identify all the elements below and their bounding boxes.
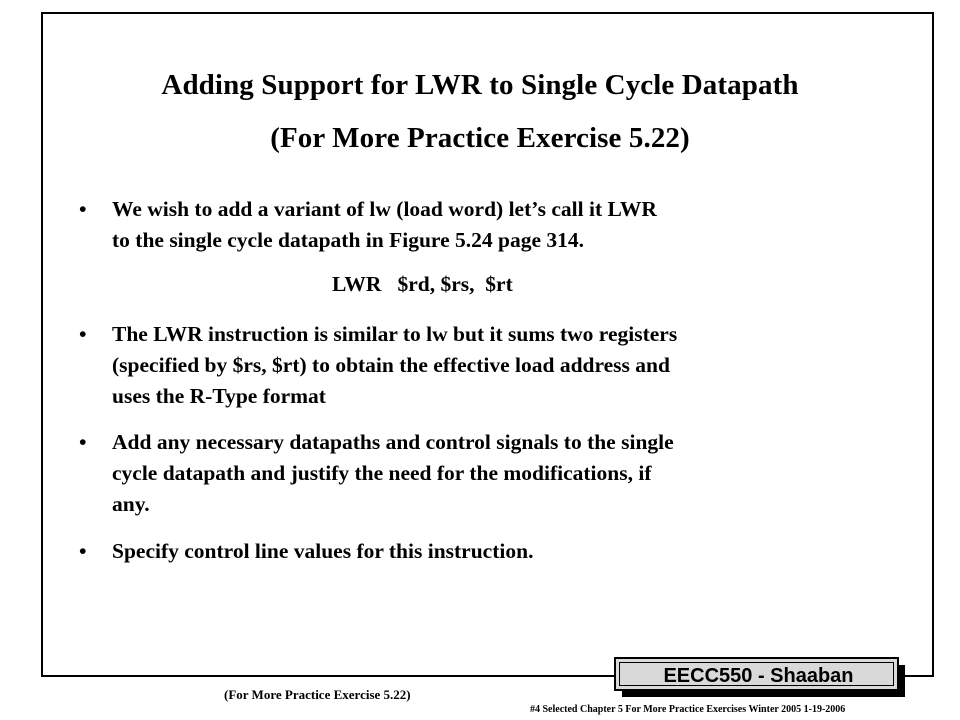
- bullet-text: [112, 319, 902, 412]
- bullet-line: Add any necessary datapaths and control signals to the single: [112, 430, 674, 454]
- bullet-text: [112, 194, 902, 256]
- bullet-text: [112, 536, 902, 567]
- bullet-dot-icon: •: [79, 539, 87, 563]
- bullet-line: any.: [112, 492, 150, 516]
- bullet-line: The LWR instruction is similar to lw but it sums two registers: [112, 322, 678, 346]
- bullet-line: cycle datapath and justify the need for the modifications, if: [112, 461, 652, 485]
- bullet-dot-icon: •: [79, 322, 87, 346]
- slide-title: Adding Support for LWR to Single Cycle Datapath: [161, 69, 799, 101]
- bullet-line: Specify control line values for this instruction.: [112, 539, 534, 563]
- instruction-format: LWR $rd, $rs, $rt: [332, 272, 513, 296]
- bullet-text: [112, 427, 902, 520]
- bullet-line: uses the R-Type format: [112, 384, 326, 408]
- badge-label: EECC550 - Shaaban: [663, 665, 854, 687]
- footer-course-info: #4 Selected Chapter 5 For More Practice Exercises Winter 2005 1-19-2006: [530, 704, 846, 715]
- bullet-line: (specified by $rs, $rt) to obtain the effective load address and: [112, 353, 670, 377]
- bullet-line: We wish to add a variant of lw (load word) let’s call it LWR: [112, 197, 657, 221]
- bullet-dot-icon: •: [79, 197, 87, 221]
- bullet-dot-icon: •: [79, 430, 87, 454]
- badge-box: [614, 657, 899, 691]
- footer-exercise-note: (For More Practice Exercise 5.22): [224, 687, 411, 702]
- slide-subtitle: (For More Practice Exercise 5.22): [270, 122, 690, 154]
- course-badge: [614, 657, 910, 699]
- bullet-line: to the single cycle datapath in Figure 5.24 page 314.: [112, 228, 584, 252]
